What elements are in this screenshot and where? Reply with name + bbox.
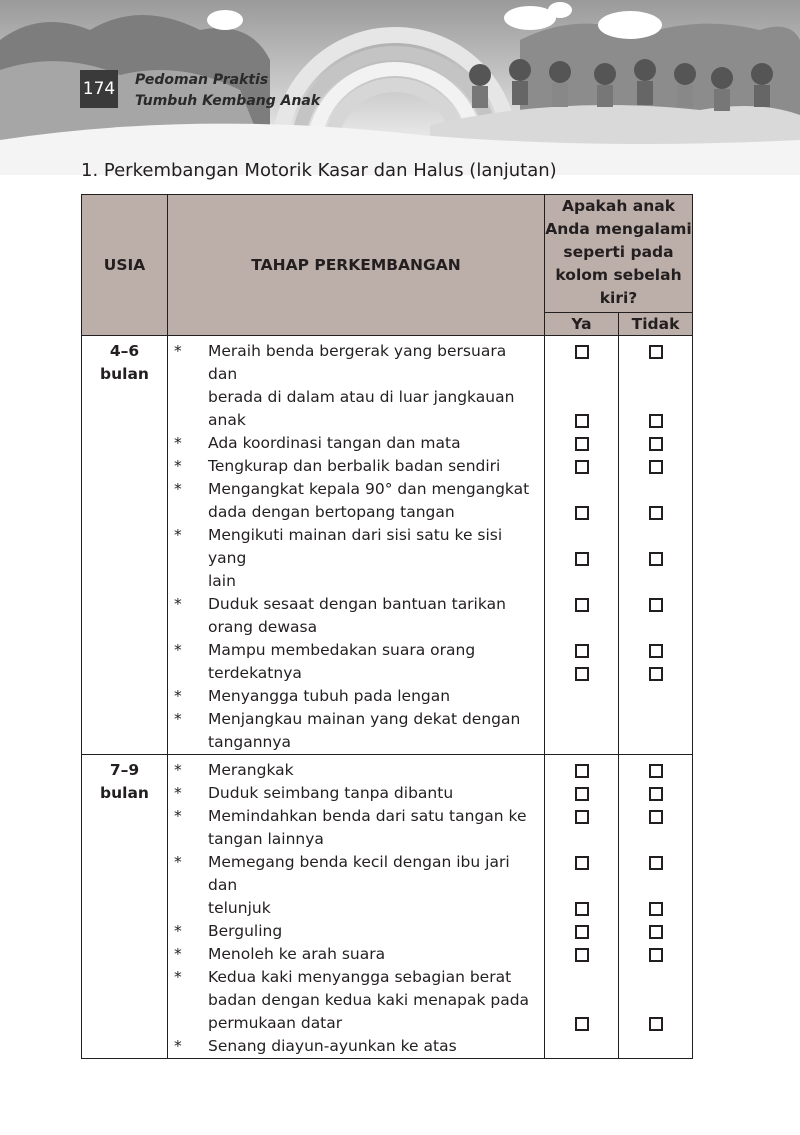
book-title bbox=[135, 70, 320, 112]
checkbox-slot bbox=[619, 639, 692, 662]
milestone-item bbox=[168, 478, 540, 524]
checkbox-slot bbox=[545, 616, 618, 639]
milestone-text bbox=[208, 478, 540, 524]
milestone-text bbox=[208, 759, 540, 782]
milestone-text bbox=[208, 805, 540, 851]
milestone-item bbox=[168, 708, 540, 754]
checkbox-slot bbox=[619, 897, 692, 920]
ya-checkbox[interactable] bbox=[575, 948, 589, 962]
column-header-ya: Ya bbox=[545, 312, 619, 335]
bullet-asterisk: * bbox=[174, 687, 182, 705]
milestone-item bbox=[168, 685, 540, 708]
milestone-line: Memegang benda kecil dengan ibu jari dan bbox=[208, 853, 510, 894]
milestone-text bbox=[208, 782, 540, 805]
checkbox-slot bbox=[545, 782, 618, 805]
age-label: 4–6 bbox=[109, 342, 140, 360]
tidak-checkbox[interactable] bbox=[649, 667, 663, 681]
checkbox-slot bbox=[545, 593, 618, 616]
milestone-line: Berguling bbox=[208, 922, 283, 940]
milestone-line: Merangkak bbox=[208, 761, 294, 779]
milestone-line: lain bbox=[208, 572, 236, 590]
milestone-item bbox=[168, 943, 540, 966]
bullet-asterisk: * bbox=[174, 480, 182, 498]
checkbox-slot bbox=[545, 639, 618, 662]
ya-checkbox[interactable] bbox=[575, 667, 589, 681]
checkbox-slot bbox=[545, 897, 618, 920]
checkbox-slot bbox=[619, 662, 692, 685]
milestone-item bbox=[168, 593, 540, 639]
milestone-item bbox=[168, 1035, 540, 1058]
column-header-usia: USIA bbox=[82, 195, 168, 336]
checkbox-slot bbox=[619, 920, 692, 943]
checkbox-slot bbox=[545, 524, 618, 547]
milestone-text bbox=[208, 685, 540, 708]
column-header-tahap: TAHAP PERKEMBANGAN bbox=[168, 195, 545, 336]
tidak-checkbox[interactable] bbox=[649, 598, 663, 612]
bullet-asterisk: * bbox=[174, 342, 182, 360]
bullet-asterisk: * bbox=[174, 1037, 182, 1055]
tidak-checkbox[interactable] bbox=[649, 345, 663, 359]
tidak-checkbox[interactable] bbox=[649, 1017, 663, 1031]
milestone-text bbox=[208, 920, 540, 943]
tidak-checkbox[interactable] bbox=[649, 437, 663, 451]
bullet-asterisk: * bbox=[174, 434, 182, 452]
milestone-text bbox=[208, 851, 540, 920]
tidak-cell bbox=[619, 755, 693, 1059]
checkbox-slot bbox=[619, 570, 692, 593]
book-title-line2: Tumbuh Kembang Anak bbox=[135, 93, 321, 109]
checkbox-slot bbox=[545, 759, 618, 782]
checkbox-slot bbox=[619, 1012, 692, 1035]
checkbox-slot bbox=[619, 478, 692, 501]
checkbox-slot bbox=[545, 363, 618, 386]
milestone-text bbox=[208, 639, 540, 685]
milestone-line: terdekatnya bbox=[208, 664, 302, 682]
tidak-checkbox[interactable] bbox=[649, 460, 663, 474]
milestone-line: tangan lainnya bbox=[208, 830, 324, 848]
milestone-item bbox=[168, 759, 540, 782]
checkbox-slot bbox=[619, 782, 692, 805]
bullet-asterisk: * bbox=[174, 761, 182, 779]
tidak-checkbox[interactable] bbox=[649, 552, 663, 566]
milestone-text bbox=[208, 455, 540, 478]
ya-checkbox[interactable] bbox=[575, 764, 589, 778]
milestone-item bbox=[168, 782, 540, 805]
checkbox-slot bbox=[545, 1012, 618, 1035]
tidak-checkbox[interactable] bbox=[649, 902, 663, 916]
checkbox-slot bbox=[619, 989, 692, 1012]
checkbox-slot bbox=[545, 851, 618, 874]
tidak-checkbox[interactable] bbox=[649, 925, 663, 939]
checkbox-slot bbox=[545, 828, 618, 851]
book-title-line1: Pedoman Praktis bbox=[135, 72, 269, 88]
tidak-checkbox[interactable] bbox=[649, 856, 663, 870]
checkbox-slot bbox=[619, 455, 692, 478]
age-cell bbox=[82, 755, 168, 1059]
checkbox-slot bbox=[619, 409, 692, 432]
milestone-line: telunjuk bbox=[208, 899, 271, 917]
bullet-asterisk: * bbox=[174, 853, 182, 871]
ya-checkbox[interactable] bbox=[575, 437, 589, 451]
checkbox-slot bbox=[545, 409, 618, 432]
question-line: kolom sebelah bbox=[555, 266, 682, 284]
age-cell bbox=[82, 336, 168, 755]
milestone-line: Tengkurap dan berbalik badan sendiri bbox=[208, 457, 501, 475]
milestone-item bbox=[168, 639, 540, 685]
checkbox-slot bbox=[619, 616, 692, 639]
milestone-line: Mampu membedakan suara orang bbox=[208, 641, 476, 659]
tidak-checkbox[interactable] bbox=[649, 414, 663, 428]
age-group-row bbox=[82, 755, 693, 1059]
checkbox-slot bbox=[619, 593, 692, 616]
tidak-checkbox[interactable] bbox=[649, 948, 663, 962]
checkbox-slot bbox=[545, 570, 618, 593]
checkbox-slot bbox=[619, 363, 692, 386]
question-line: seperti pada bbox=[563, 243, 674, 261]
checkbox-slot bbox=[545, 432, 618, 455]
milestone-line: dada dengan bertopang tangan bbox=[208, 503, 455, 521]
question-line: Anda mengalami bbox=[545, 220, 692, 238]
checkbox-slot bbox=[545, 547, 618, 570]
milestone-line: Menjangkau mainan yang dekat dengan bbox=[208, 710, 521, 728]
milestone-line: Menyangga tubuh pada lengan bbox=[208, 687, 451, 705]
checkbox-slot bbox=[545, 874, 618, 897]
column-header-question bbox=[545, 195, 693, 313]
milestone-line: Memindahkan benda dari satu tangan ke bbox=[208, 807, 527, 825]
question-line: kiri? bbox=[599, 289, 638, 307]
milestone-item bbox=[168, 966, 540, 1035]
milestone-item bbox=[168, 851, 540, 920]
checkbox-slot bbox=[619, 501, 692, 524]
milestone-item bbox=[168, 920, 540, 943]
milestone-line: tangannya bbox=[208, 733, 292, 751]
tidak-checkbox[interactable] bbox=[649, 644, 663, 658]
milestone-line: Duduk seimbang tanpa dibantu bbox=[208, 784, 454, 802]
bullet-asterisk: * bbox=[174, 595, 182, 613]
milestone-text bbox=[208, 1035, 540, 1058]
checkbox-slot bbox=[545, 920, 618, 943]
checkbox-slot bbox=[545, 501, 618, 524]
checkbox-slot bbox=[619, 943, 692, 966]
milestone-item bbox=[168, 455, 540, 478]
milestone-line: badan dengan kedua kaki menapak pada bbox=[208, 991, 530, 1009]
milestone-text bbox=[208, 593, 540, 639]
milestone-line: orang dewasa bbox=[208, 618, 318, 636]
milestone-line: Mengikuti mainan dari sisi satu ke sisi yang bbox=[208, 526, 503, 567]
checkbox-slot bbox=[619, 805, 692, 828]
milestone-line: anak bbox=[208, 411, 246, 429]
milestone-line: Duduk sesaat dengan bantuan tarikan bbox=[208, 595, 506, 613]
ya-cell bbox=[545, 336, 619, 755]
checkbox-slot bbox=[545, 685, 618, 708]
ya-checkbox[interactable] bbox=[575, 787, 589, 801]
bullet-asterisk: * bbox=[174, 945, 182, 963]
checkbox-slot bbox=[619, 874, 692, 897]
milestone-item bbox=[168, 524, 540, 593]
bullet-asterisk: * bbox=[174, 526, 182, 544]
milestone-text bbox=[208, 708, 540, 754]
milestone-text bbox=[208, 340, 540, 432]
tidak-checkbox[interactable] bbox=[649, 810, 663, 824]
age-group-row bbox=[82, 336, 693, 755]
bullet-asterisk: * bbox=[174, 784, 182, 802]
milestone-item bbox=[168, 805, 540, 851]
age-label: bulan bbox=[100, 784, 149, 802]
header-banner bbox=[0, 0, 800, 175]
tidak-checkbox[interactable] bbox=[649, 506, 663, 520]
ya-checkbox[interactable] bbox=[575, 506, 589, 520]
ya-checkbox[interactable] bbox=[575, 460, 589, 474]
bullet-asterisk: * bbox=[174, 968, 182, 986]
checkbox-slot bbox=[545, 989, 618, 1012]
milestones-cell bbox=[168, 336, 545, 755]
checkbox-slot bbox=[619, 851, 692, 874]
milestone-line: Meraih benda bergerak yang bersuara dan bbox=[208, 342, 507, 383]
milestone-line: berada di dalam atau di luar jangkauan bbox=[208, 388, 515, 406]
age-label: bulan bbox=[100, 365, 149, 383]
age-label: 7–9 bbox=[109, 761, 140, 779]
checkbox-slot bbox=[545, 943, 618, 966]
milestone-line: Kedua kaki menyangga sebagian berat bbox=[208, 968, 512, 986]
section-title: 1. Perkembangan Motorik Kasar dan Halus (lanjutan) bbox=[81, 160, 557, 181]
tidak-checkbox[interactable] bbox=[649, 764, 663, 778]
checkbox-slot bbox=[619, 759, 692, 782]
checkbox-slot bbox=[619, 828, 692, 851]
development-checklist-table bbox=[81, 194, 693, 1059]
checkbox-slot bbox=[619, 685, 692, 708]
bullet-asterisk: * bbox=[174, 807, 182, 825]
milestone-line: Senang diayun-ayunkan ke atas bbox=[208, 1037, 457, 1055]
bullet-asterisk: * bbox=[174, 922, 182, 940]
milestone-line: Menoleh ke arah suara bbox=[208, 945, 386, 963]
ya-checkbox[interactable] bbox=[575, 644, 589, 658]
checkbox-slot bbox=[619, 966, 692, 989]
ya-checkbox[interactable] bbox=[575, 1017, 589, 1031]
column-header-tidak: Tidak bbox=[619, 312, 693, 335]
checkbox-slot bbox=[545, 662, 618, 685]
checkbox-slot bbox=[545, 386, 618, 409]
tidak-cell bbox=[619, 336, 693, 755]
checkbox-slot bbox=[545, 966, 618, 989]
ya-checkbox[interactable] bbox=[575, 810, 589, 824]
question-line: Apakah anak bbox=[562, 197, 676, 215]
milestone-line: Ada koordinasi tangan dan mata bbox=[208, 434, 461, 452]
checkbox-slot bbox=[545, 455, 618, 478]
checkbox-slot bbox=[545, 340, 618, 363]
page-number: 174 bbox=[80, 70, 118, 108]
ya-checkbox[interactable] bbox=[575, 856, 589, 870]
ya-checkbox[interactable] bbox=[575, 902, 589, 916]
ya-checkbox[interactable] bbox=[575, 598, 589, 612]
milestone-text bbox=[208, 524, 540, 593]
milestones-cell bbox=[168, 755, 545, 1059]
checkbox-slot bbox=[619, 547, 692, 570]
milestone-item bbox=[168, 432, 540, 455]
bullet-asterisk: * bbox=[174, 457, 182, 475]
checkbox-slot bbox=[545, 478, 618, 501]
tidak-checkbox[interactable] bbox=[649, 787, 663, 801]
bullet-asterisk: * bbox=[174, 641, 182, 659]
bullet-asterisk: * bbox=[174, 710, 182, 728]
checkbox-slot bbox=[619, 524, 692, 547]
checkbox-slot bbox=[619, 386, 692, 409]
milestone-item bbox=[168, 340, 540, 432]
milestone-text bbox=[208, 966, 540, 1035]
ya-checkbox[interactable] bbox=[575, 414, 589, 428]
milestone-line: permukaan datar bbox=[208, 1014, 343, 1032]
milestone-text bbox=[208, 432, 540, 455]
ya-checkbox[interactable] bbox=[575, 552, 589, 566]
milestone-line: Mengangkat kepala 90° dan mengangkat bbox=[208, 480, 530, 498]
milestone-text bbox=[208, 943, 540, 966]
ya-checkbox[interactable] bbox=[575, 925, 589, 939]
ya-checkbox[interactable] bbox=[575, 345, 589, 359]
ya-cell bbox=[545, 755, 619, 1059]
checkbox-slot bbox=[545, 805, 618, 828]
checkbox-slot bbox=[619, 340, 692, 363]
checkbox-slot bbox=[619, 432, 692, 455]
